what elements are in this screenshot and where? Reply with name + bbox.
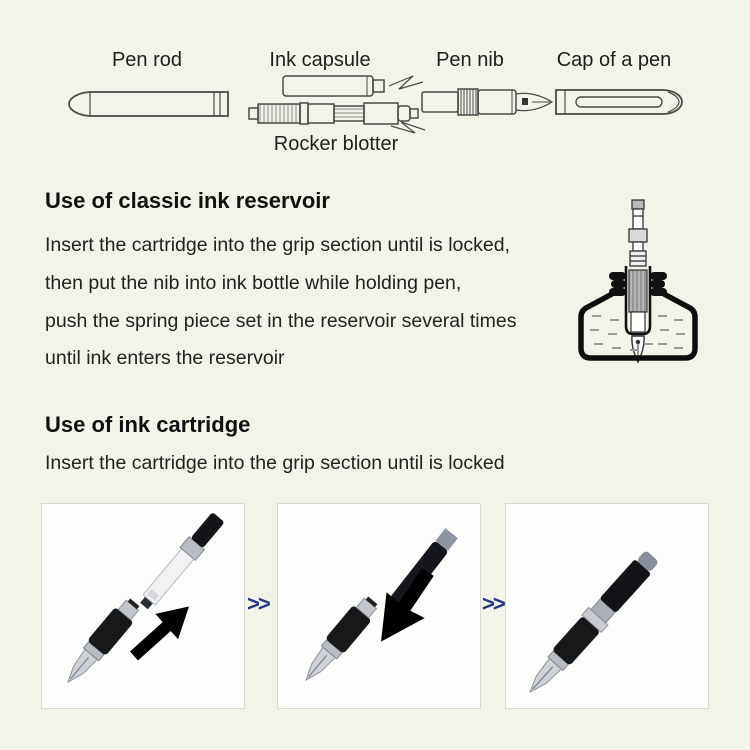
- part-label-ink-capsule: Ink capsule: [269, 49, 371, 71]
- instruction-line: push the spring piece set in the reservoir several times: [45, 310, 517, 332]
- next-step-chevron: >>: [247, 591, 269, 616]
- step-photo-1-image: [42, 504, 244, 708]
- instruction-line: Insert the cartridge into the grip section until is locked,: [45, 234, 510, 256]
- step-photo-1: [41, 503, 245, 709]
- ink-bottle-illustration: [576, 198, 706, 376]
- next-step-chevron: >>: [482, 591, 504, 616]
- part-label-pen-nib: Pen nib: [436, 49, 504, 71]
- pen-nib-illustration: [418, 80, 558, 124]
- part-label-rocker-blotter: Rocker blotter: [273, 133, 399, 155]
- ink-capsule-illustration: [243, 72, 433, 134]
- section-heading-reservoir: Use of classic ink reservoir: [45, 188, 330, 213]
- instruction-line: then put the nib into ink bottle while holding pen,: [45, 272, 462, 294]
- part-label-pen-rod: Pen rod: [111, 49, 183, 71]
- instruction-line: until ink enters the reservoir: [45, 347, 285, 369]
- pen-rod-illustration: [56, 82, 244, 126]
- step-photo-3: [505, 503, 709, 709]
- step-photo-3-image: [506, 504, 708, 708]
- section-heading-cartridge: Use of ink cartridge: [45, 412, 251, 437]
- step-photo-2: [277, 503, 481, 709]
- step-photo-2-image: [278, 504, 480, 708]
- part-label-cap: Cap of a pen: [556, 49, 672, 71]
- instruction-line: Insert the cartridge into the grip section until is locked: [45, 452, 505, 474]
- pen-cap-illustration: [550, 80, 690, 124]
